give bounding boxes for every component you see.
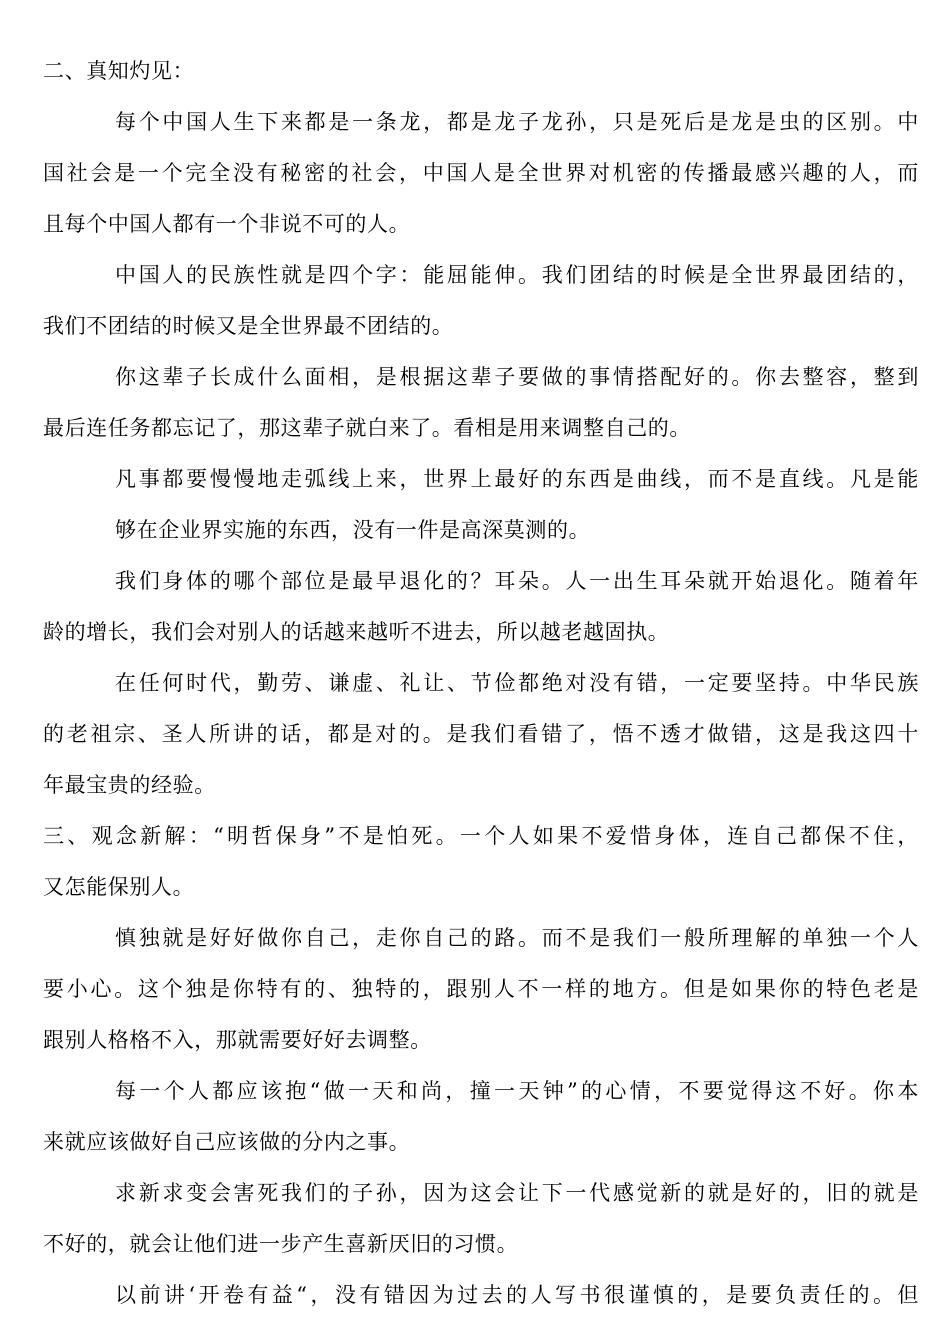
paragraph-line: 中国人的民族性就是四个字：能屈能伸。我们团结的时候是全世界最团结的， bbox=[115, 263, 919, 287]
paragraph-line: 年最宝贵的经验。 bbox=[43, 773, 216, 797]
paragraph-line: 凡事都要慢慢地走弧线上来，世界上最好的东西是曲线，而不是直线。凡是能 bbox=[115, 467, 919, 491]
section-heading-3: 三、观念新解：“明哲保身”不是怕死。一个人如果不爱惜身体，连自己都保不住， bbox=[43, 824, 919, 848]
paragraph-line: 我们不团结的时候又是全世界最不团结的。 bbox=[43, 314, 454, 338]
document-page bbox=[43, 46, 919, 1321]
paragraph-line: 慎独就是好好做你自己，走你自己的路。而不是我们一般所理解的单独一个人 bbox=[115, 926, 919, 950]
paragraph-line: 要小心。这个独是你特有的、独特的，跟别人不一样的地方。但是如果你的特色老是 bbox=[43, 977, 919, 1001]
paragraph-line: 龄的增长，我们会对别人的话越来越听不进去，所以越老越固执。 bbox=[43, 620, 670, 644]
paragraph-line: 你这辈子长成什么面相，是根据这辈子要做的事情搭配好的。你去整容，整到 bbox=[115, 365, 919, 389]
paragraph-line: 不好的，就会让他们进一步产生喜新厌旧的习惯。 bbox=[43, 1232, 519, 1256]
paragraph-line: 够在企业界实施的东西，没有一件是高深莫测的。 bbox=[115, 518, 591, 542]
paragraph-line: 在任何时代，勤劳、谦虚、礼让、节俭都绝对没有错，一定要坚持。中华民族 bbox=[115, 671, 919, 695]
paragraph-line: 且每个中国人都有一个非说不可的人。 bbox=[43, 212, 411, 236]
paragraph-line: 求新求变会害死我们的子孙，因为这会让下一代感觉新的就是好的，旧的就是 bbox=[115, 1181, 919, 1205]
paragraph-line: 每个中国人生下来都是一条龙，都是龙子龙孙，只是死后是龙是虫的区别。中 bbox=[115, 110, 919, 134]
paragraph-line: 来就应该做好自己应该做的分内之事。 bbox=[43, 1130, 411, 1154]
paragraph-line: 国社会是一个完全没有秘密的社会，中国人是全世界对机密的传播最感兴趣的人，而 bbox=[43, 161, 919, 185]
paragraph-line: 又怎能保别人。 bbox=[43, 875, 195, 899]
paragraph-line: 最后连任务都忘记了，那这辈子就白来了。看相是用来调整自己的。 bbox=[43, 416, 691, 440]
paragraph-line: 跟别人格格不入，那就需要好好去调整。 bbox=[43, 1028, 432, 1052]
section-heading-2: 二、真知灼见： bbox=[43, 59, 195, 83]
paragraph-line: 的老祖宗、圣人所讲的话，都是对的。是我们看错了，悟不透才做错，这是我这四十 bbox=[43, 722, 919, 746]
paragraph-line: 每一个人都应该抱“做一天和尚，撞一天钟”的心情，不要觉得这不好。你本 bbox=[115, 1079, 919, 1103]
paragraph-line: 我们身体的哪个部位是最早退化的？耳朵。人一出生耳朵就开始退化。随着年 bbox=[115, 569, 919, 593]
paragraph-line: 以前讲‘开卷有益“，没有错因为过去的人写书很谨慎的，是要负责任的。但 bbox=[115, 1283, 919, 1307]
